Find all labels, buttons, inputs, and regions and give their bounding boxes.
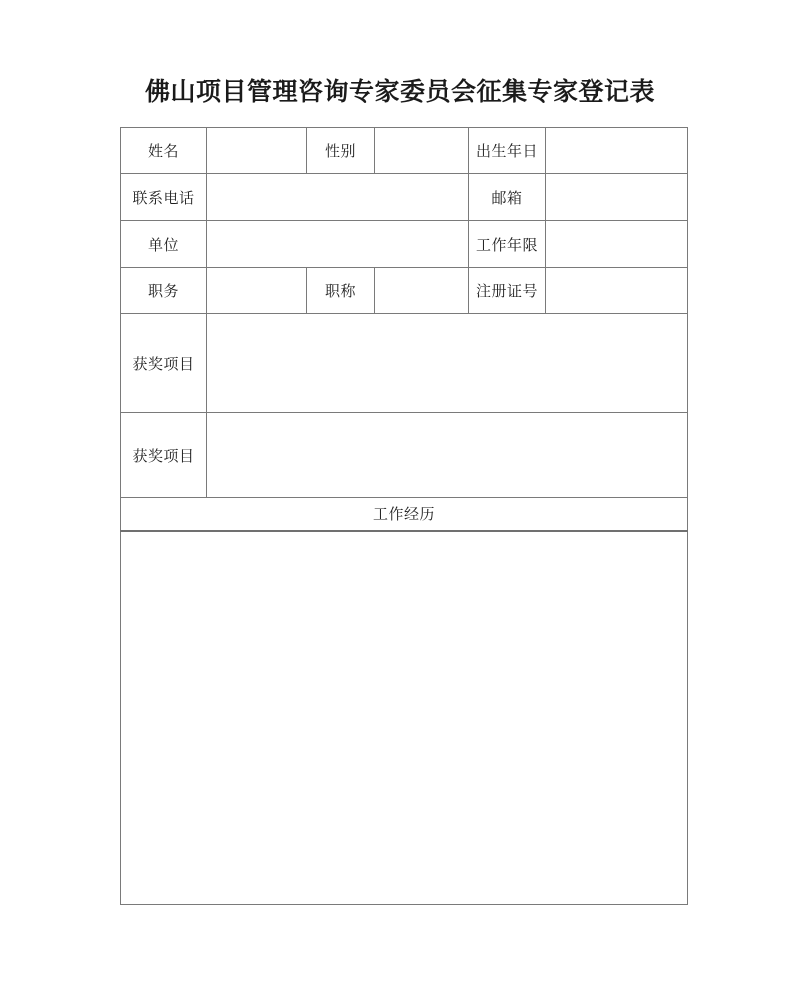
table-row-award-projects-2: [121, 413, 688, 498]
form-title: 佛山项目管理咨询专家委员会征集专家登记表: [144, 79, 655, 106]
organization-input-cell[interactable]: [207, 221, 469, 268]
work-experience-input-cell[interactable]: [121, 531, 688, 905]
cert-no-label: 注册证号: [469, 268, 546, 314]
cert-no-input-cell[interactable]: [546, 268, 688, 314]
work-years-input-cell[interactable]: [546, 221, 688, 268]
gender-input-cell[interactable]: [375, 128, 469, 174]
work-years-label: 工作年限: [469, 221, 546, 268]
email-label: 邮箱: [469, 174, 546, 221]
name-input-cell[interactable]: [207, 128, 307, 174]
award-projects-1-label: 获奖项目: [121, 314, 207, 413]
name-label: 姓名: [121, 128, 207, 174]
registration-form-table: [120, 127, 688, 905]
position-input-cell[interactable]: [207, 268, 307, 314]
email-input-cell[interactable]: [546, 174, 688, 221]
table-row-work-experience-area: [121, 531, 688, 905]
phone-label: 联系电话: [121, 174, 207, 221]
table-row-award-projects-1: [121, 314, 688, 413]
gender-label: 性别: [307, 128, 375, 174]
organization-label: 单位: [121, 221, 207, 268]
award-projects-2-label: 获奖项目: [121, 413, 207, 498]
table-row-organization-workyears: [121, 221, 688, 268]
birth-date-input-cell[interactable]: [546, 128, 688, 174]
table-row-name-gender-birth: [121, 128, 688, 174]
job-title-input-cell[interactable]: [375, 268, 469, 314]
award-projects-1-input-cell[interactable]: [207, 314, 688, 413]
birth-date-label: 出生年日: [469, 128, 546, 174]
table-row-phone-email: [121, 174, 688, 221]
position-label: 职务: [121, 268, 207, 314]
table-row-work-experience-header: [121, 498, 688, 531]
work-experience-header: 工作经历: [121, 498, 688, 531]
table-row-position-title-cert: [121, 268, 688, 314]
award-projects-2-input-cell[interactable]: [207, 413, 688, 498]
phone-input-cell[interactable]: [207, 174, 469, 221]
job-title-label: 职称: [307, 268, 375, 314]
